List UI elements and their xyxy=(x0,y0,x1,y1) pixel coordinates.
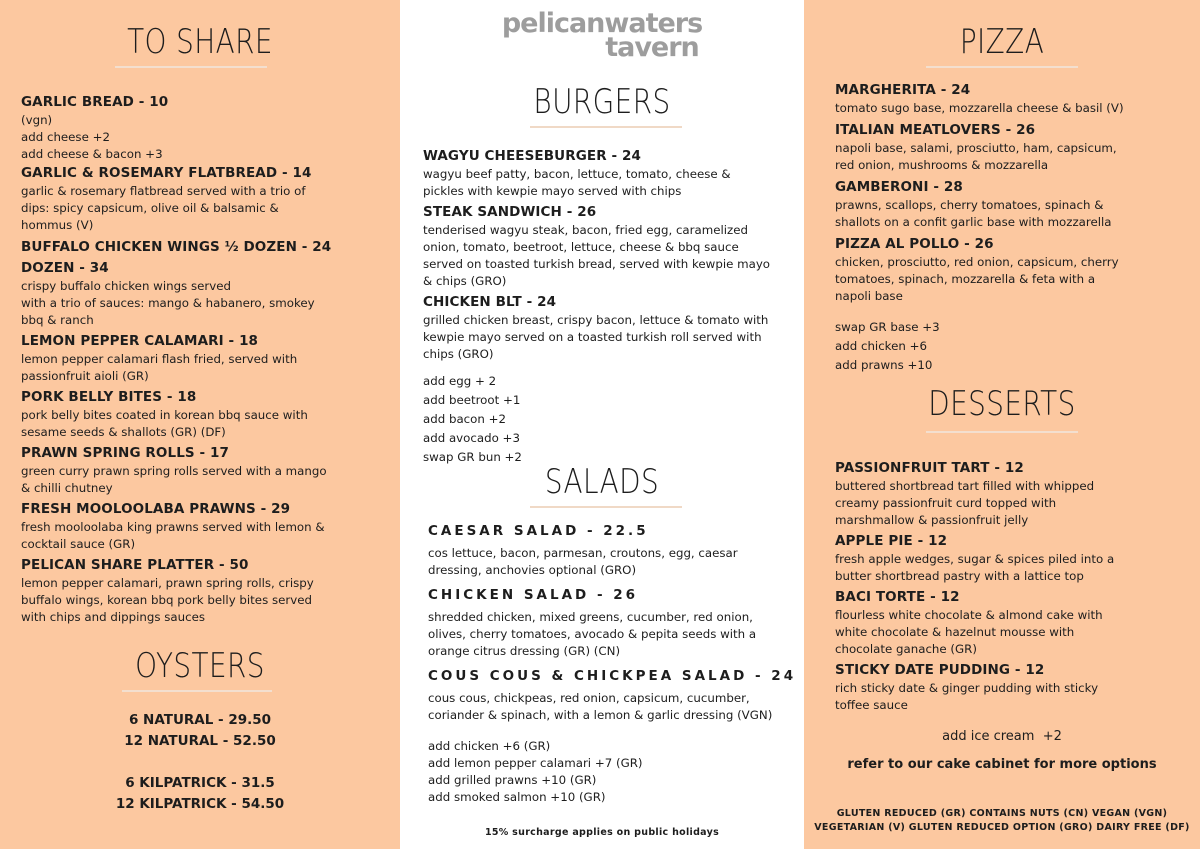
menu-item xyxy=(835,234,1185,305)
item-desc: with a trio of sauces: mango & habanero, smokey xyxy=(21,296,315,310)
item-desc: marshmallow & passionfruit jelly xyxy=(835,513,1029,527)
item-desc: olives, cherry tomatoes, avocado & pepita seeds with a xyxy=(428,627,757,641)
item-desc: & chilli chutney xyxy=(21,481,113,495)
item-desc: tomato sugo base, mozzarella cheese & basil (V) xyxy=(835,101,1124,115)
burgers-heading: BURGERS xyxy=(533,82,671,122)
item-title: BUFFALO CHICKEN WINGS ½ DOZEN - 24 xyxy=(21,239,332,255)
item-desc: napoli base, salami, prosciutto, ham, capsicum, xyxy=(835,141,1117,155)
item-title: PRAWN SPRING ROLLS - 17 xyxy=(21,445,230,461)
menu-item xyxy=(835,120,1185,174)
oysters-list xyxy=(0,710,400,815)
heading-underline xyxy=(115,66,267,68)
item-desc: dips: spicy capsicum, olive oil & balsamic & xyxy=(21,201,279,215)
menu-item xyxy=(423,202,793,290)
item-desc: orange citrus dressing (GR) (CN) xyxy=(428,644,621,658)
menu-item xyxy=(21,555,391,626)
salad-addons xyxy=(428,738,798,806)
item-desc: grilled chicken breast, crispy bacon, lettuce & tomato with xyxy=(423,313,769,327)
addon-item: add chicken +6 xyxy=(835,339,927,353)
addon-item: add avocado +3 xyxy=(423,431,520,445)
item-desc: served on toasted turkish bread, served with kewpie mayo xyxy=(423,257,771,271)
item-desc: add cheese +2 xyxy=(21,130,110,144)
item-title: PELICAN SHARE PLATTER - 50 xyxy=(21,557,249,573)
logo-line-2: tavern xyxy=(605,32,699,63)
item-title: MARGHERITA - 24 xyxy=(835,82,971,98)
item-title: DOZEN - 34 xyxy=(21,260,109,276)
item-desc: passionfruit aioli (GR) xyxy=(21,369,149,383)
item-title: ITALIAN MEATLOVERS - 26 xyxy=(835,122,1036,138)
addon-item: add beetroot +1 xyxy=(423,393,521,407)
item-title: PORK BELLY BITES - 18 xyxy=(21,389,197,405)
menu-item xyxy=(21,387,391,441)
oyster-item: 12 KILPATRICK - 54.50 xyxy=(115,796,285,812)
menu-item xyxy=(21,499,391,553)
salads-heading: SALADS xyxy=(544,462,660,502)
item-title: GAMBERONI - 28 xyxy=(835,179,963,195)
item-desc: toffee sauce xyxy=(835,698,908,712)
item-desc: hommus (V) xyxy=(21,218,94,232)
heading-underline xyxy=(530,126,682,128)
addon-item: add lemon pepper calamari +7 (GR) xyxy=(428,756,643,770)
menu-item xyxy=(21,237,391,329)
item-title: GARLIC BREAD - 10 xyxy=(21,94,169,110)
item-desc: tomatoes, spinach, mozzarella & feta with a xyxy=(835,272,1096,286)
item-title: STEAK SANDWICH - 26 xyxy=(423,204,597,220)
item-desc: chips (GRO) xyxy=(423,347,494,361)
item-desc: napoli base xyxy=(835,289,903,303)
logo-line-1: pelicanwaters xyxy=(501,8,703,39)
item-title: WAGYU CHEESEBURGER - 24 xyxy=(423,148,641,164)
cake-cabinet-note: refer to our cake cabinet for more options xyxy=(847,757,1157,772)
item-desc: pork belly bites coated in korean bbq sauce with xyxy=(21,408,308,422)
item-title: CHICKEN SALAD - 26 xyxy=(428,587,639,603)
addon-item: add chicken +6 (GR) xyxy=(428,739,551,753)
addon-item: swap GR base +3 xyxy=(835,320,940,334)
item-desc: prawns, scallops, cherry tomatoes, spinach & xyxy=(835,198,1104,212)
pizza-heading: PIZZA xyxy=(959,22,1045,62)
item-desc: add cheese & bacon +3 xyxy=(21,147,163,161)
burgers-list xyxy=(423,146,793,467)
heading-underline xyxy=(926,66,1078,68)
menu-item xyxy=(835,80,1185,117)
salads-list xyxy=(428,521,798,806)
left-column xyxy=(0,0,400,849)
item-desc: rich sticky date & ginger pudding with sticky xyxy=(835,681,1099,695)
legend-line: VEGETARIAN (V) GLUTEN REDUCED OPTION (GRO) DAIRY FREE (DF) xyxy=(814,822,1190,833)
burger-addons xyxy=(423,372,793,467)
pizza-addons xyxy=(835,318,1185,375)
item-desc: cos lettuce, bacon, parmesan, croutons, egg, caesar xyxy=(428,546,738,560)
menu-item xyxy=(835,660,1185,714)
addon-item: add prawns +10 xyxy=(835,358,933,372)
item-desc: sesame seeds & shallots (GR) (DF) xyxy=(21,425,226,439)
ice-cream-addon: add ice cream +2 xyxy=(942,729,1062,744)
item-title: LEMON PEPPER CALAMARI - 18 xyxy=(21,333,259,349)
item-desc: green curry prawn spring rolls served with a mango xyxy=(21,464,327,478)
item-desc: shredded chicken, mixed greens, cucumber, red onion, xyxy=(428,610,753,624)
item-desc: shallots on a confit garlic base with mozzarella xyxy=(835,215,1112,229)
to-share-list xyxy=(21,92,391,626)
menu-item xyxy=(428,521,798,579)
middle-column xyxy=(400,0,804,849)
item-desc: coriander & spinach, with a lemon & garlic dressing (VGN) xyxy=(428,708,773,722)
item-desc: fresh mooloolaba king prawns served with lemon & xyxy=(21,520,325,534)
item-desc: & chips (GRO) xyxy=(423,274,507,288)
menu-item xyxy=(423,292,793,363)
menu-item xyxy=(21,331,391,385)
item-title: CHICKEN BLT - 24 xyxy=(423,294,557,310)
menu-item xyxy=(21,163,391,234)
menu-item xyxy=(428,585,798,660)
item-desc: chocolate ganache (GR) xyxy=(835,642,977,656)
menu-item xyxy=(423,146,793,200)
item-title: COUS COUS & CHICKPEA SALAD - 24 xyxy=(428,668,797,684)
oyster-item: 6 KILPATRICK - 31.5 xyxy=(125,775,275,791)
item-desc: (vgn) xyxy=(21,113,53,127)
dietary-legend xyxy=(804,807,1200,835)
heading-underline xyxy=(122,690,272,692)
item-desc: lemon pepper calamari flash fried, served with xyxy=(21,352,298,366)
item-desc: bbq & ranch xyxy=(21,313,94,327)
addon-item: add bacon +2 xyxy=(423,412,506,426)
oysters-heading: OYSTERS xyxy=(135,646,265,686)
surcharge-note: 15% surcharge applies on public holidays xyxy=(484,827,720,838)
to-share-heading: TO SHARE xyxy=(127,22,273,62)
item-title: CAESAR SALAD - 22.5 xyxy=(428,523,649,539)
item-title: PASSIONFRUIT TART - 12 xyxy=(835,460,1024,476)
desserts-list xyxy=(835,458,1185,714)
item-desc: with chips and dippings sauces xyxy=(21,610,205,624)
item-desc: fresh apple wedges, sugar & spices piled into a xyxy=(835,552,1115,566)
pizza-list xyxy=(835,80,1185,375)
item-title: GARLIC & ROSEMARY FLATBREAD - 14 xyxy=(21,165,312,181)
item-desc: pickles with kewpie mayo served with chips xyxy=(423,184,682,198)
menu-item xyxy=(835,177,1185,231)
item-title: FRESH MOOLOOLABA PRAWNS - 29 xyxy=(21,501,291,517)
menu-item xyxy=(835,458,1185,529)
item-desc: kewpie mayo served on a toasted turkish roll served with xyxy=(423,330,762,344)
item-desc: cous cous, chickpeas, red onion, capsicum, cucumber, xyxy=(428,691,750,705)
addon-item: add smoked salmon +10 (GR) xyxy=(428,790,606,804)
logo xyxy=(400,8,804,63)
item-desc: dressing, anchovies optional (GRO) xyxy=(428,563,637,577)
right-column xyxy=(804,0,1200,849)
item-desc: flourless white chocolate & almond cake with xyxy=(835,608,1103,622)
oyster-item: 12 NATURAL - 52.50 xyxy=(124,733,276,749)
addon-item: add egg + 2 xyxy=(423,374,497,388)
item-desc: tenderised wagyu steak, bacon, fried egg, caramelized xyxy=(423,223,748,237)
desserts-heading: DESSERTS xyxy=(928,384,1076,424)
menu-item xyxy=(21,443,391,497)
menu-item xyxy=(835,531,1185,585)
addon-item: add grilled prawns +10 (GR) xyxy=(428,773,597,787)
item-desc: butter shortbread pastry with a lattice top xyxy=(835,569,1084,583)
item-desc: chicken, prosciutto, red onion, capsicum, cherry xyxy=(835,255,1119,269)
item-desc: buffalo wings, korean bbq pork belly bites served xyxy=(21,593,312,607)
item-title: APPLE PIE - 12 xyxy=(835,533,948,549)
item-desc: onion, tomato, beetroot, lettuce, cheese & bbq sauce xyxy=(423,240,739,254)
item-desc: crispy buffalo chicken wings served xyxy=(21,279,231,293)
menu-item xyxy=(835,587,1185,658)
heading-underline xyxy=(926,431,1078,433)
menu-item xyxy=(428,666,798,724)
item-desc: white chocolate & hazelnut mousse with xyxy=(835,625,1075,639)
item-desc: cocktail sauce (GR) xyxy=(21,537,136,551)
item-title: STICKY DATE PUDDING - 12 xyxy=(835,662,1045,678)
heading-underline xyxy=(530,506,682,508)
legend-line: GLUTEN REDUCED (GR) CONTAINS NUTS (CN) VEGAN (VGN) xyxy=(836,808,1168,819)
addon-item: swap GR bun +2 xyxy=(423,450,522,464)
item-desc: red onion, mushrooms & mozzarella xyxy=(835,158,1049,172)
item-title: PIZZA AL POLLO - 26 xyxy=(835,236,994,252)
oyster-item: 6 NATURAL - 29.50 xyxy=(128,712,272,728)
item-desc: wagyu beef patty, bacon, lettuce, tomato, cheese & xyxy=(423,167,731,181)
item-desc: garlic & rosemary flatbread served with a trio of xyxy=(21,184,306,198)
item-title: BACI TORTE - 12 xyxy=(835,589,960,605)
menu-item xyxy=(21,92,391,163)
item-desc: lemon pepper calamari, prawn spring rolls, crispy xyxy=(21,576,314,590)
item-desc: creamy passionfruit curd topped with xyxy=(835,496,1057,510)
item-desc: buttered shortbread tart filled with whipped xyxy=(835,479,1095,493)
